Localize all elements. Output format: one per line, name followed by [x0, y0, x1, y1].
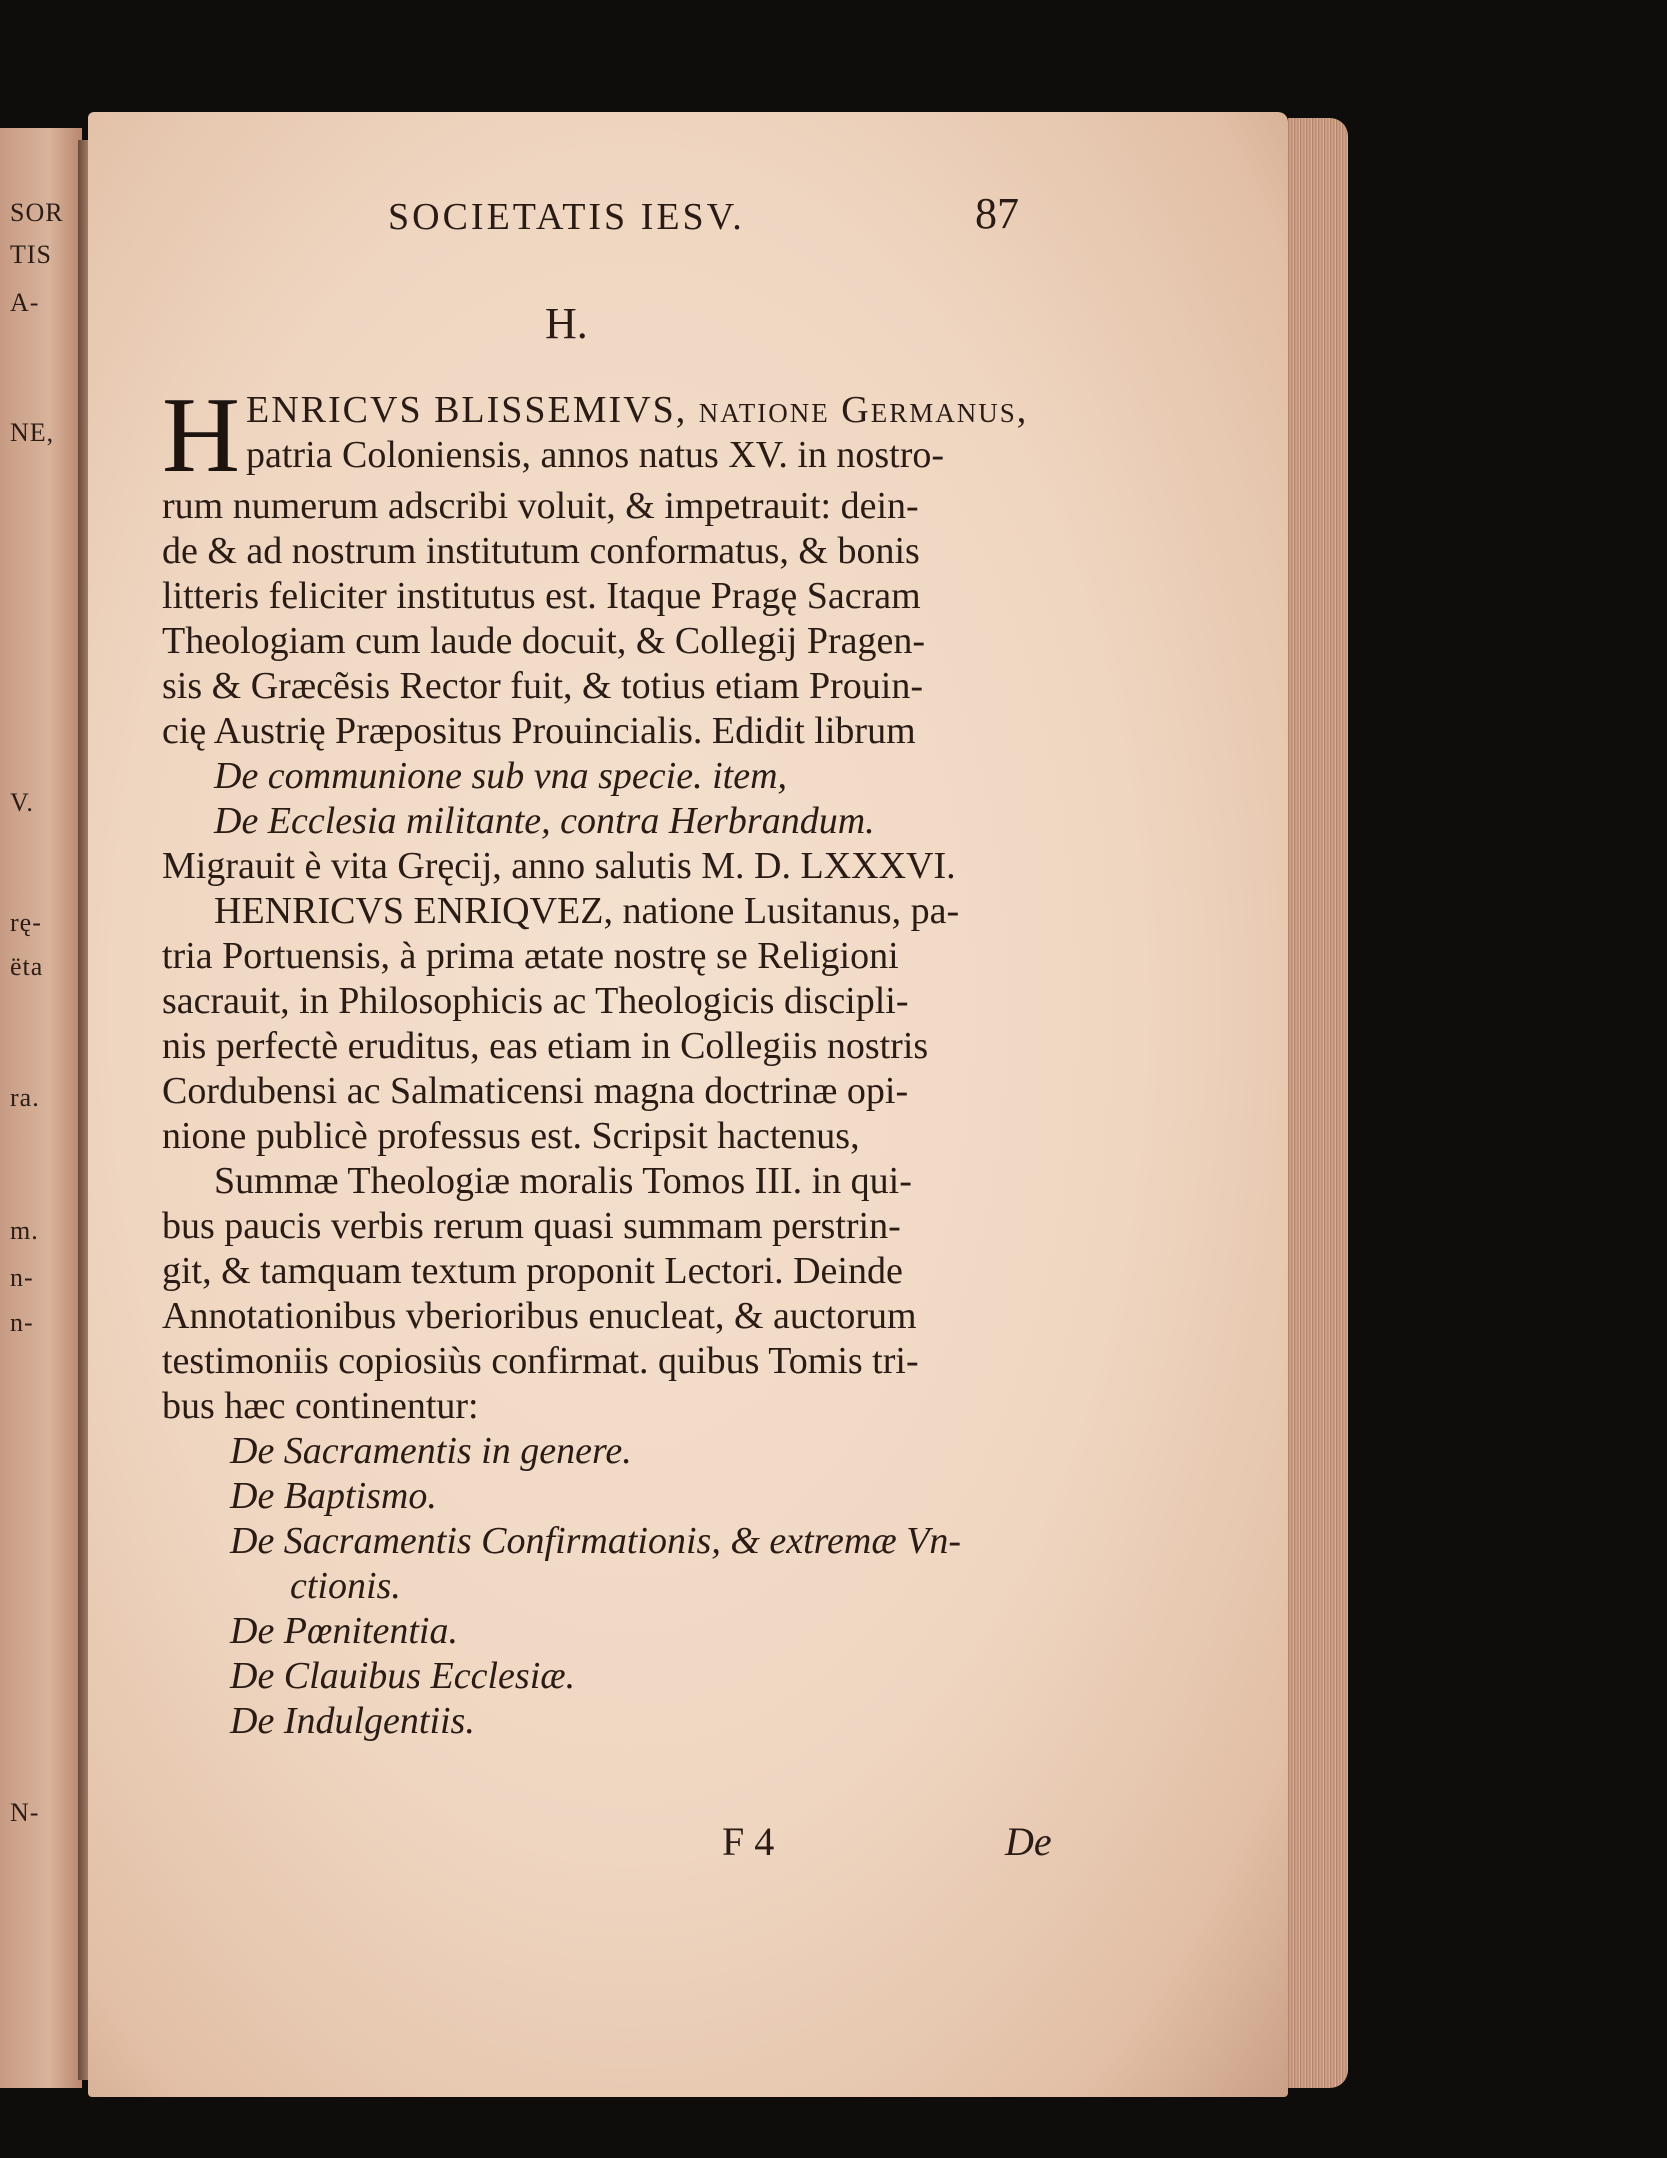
text-line: de & ad nostrum institutum conformatus, & bonis: [162, 530, 920, 572]
drop-capital: H: [162, 376, 240, 495]
left-page-edge: [0, 128, 82, 2088]
book-title-line: De communione sub vna specie. item,: [214, 755, 788, 797]
list-item: De Sacramentis Confirmationis, & extremæ Vn-: [230, 1520, 962, 1562]
list-item: De Baptismo.: [230, 1475, 437, 1517]
text-line: sis & Græcẽsis Rector fuit, & totius etiam Prouin-: [162, 665, 923, 707]
text-line: tria Portuensis, à prima ætate nostrę se Religioni: [162, 935, 899, 977]
left-margin-fragment: n-: [10, 1263, 34, 1292]
text-line: nis perfectè eruditus, eas etiam in Collegiis nostris: [162, 1025, 929, 1067]
text-line: ENRICVS BLISSEMIVS, natione Germanus,: [246, 389, 1029, 431]
text-line: bus paucis verbis rerum quasi summam perstrin-: [162, 1205, 901, 1247]
left-margin-fragment: rę-: [10, 908, 42, 937]
left-margin-fragment: ra.: [10, 1083, 40, 1112]
left-margin-fragment: ëta: [10, 952, 44, 981]
text-line: Cordubensi ac Salmaticensi magna doctrinæ opi-: [162, 1070, 909, 1112]
left-margin-fragment: V.: [10, 788, 34, 817]
list-item: ctionis.: [290, 1565, 401, 1607]
left-margin-fragment: N-: [10, 1798, 40, 1827]
text-line: bus hæc continentur:: [162, 1385, 479, 1427]
signature-mark: F 4: [722, 1819, 775, 1864]
page-number: 87: [975, 189, 1019, 238]
left-margin-fragment: A-: [10, 288, 40, 317]
text-line: patria Coloniensis, annos natus XV. in nostro-: [246, 434, 945, 476]
text-line: sacrauit, in Philosophicis ac Theologicis discipli-: [162, 980, 909, 1022]
text-line: testimoniis copiosiùs confirmat. quibus Tomis tri-: [162, 1340, 919, 1382]
left-margin-fragment: m.: [10, 1216, 39, 1245]
text-line: litteris feliciter institutus est. Itaque Pragę Sacram: [162, 575, 921, 617]
left-margin-fragment: TIS: [10, 240, 52, 269]
list-item: De Indulgentiis.: [230, 1700, 475, 1742]
text-line: Summæ Theologiæ moralis Tomos III. in qui-: [214, 1160, 912, 1202]
section-letter: H.: [545, 299, 588, 348]
text-line: HENRICVS ENRIQVEZ, natione Lusitanus, pa-: [214, 890, 960, 932]
text-line: Theologiam cum laude docuit, & Collegij Pragen-: [162, 620, 925, 662]
text-line: Migrauit è vita Gręcij, anno salutis M. D. LXXXVI.: [162, 845, 956, 887]
text-line: git, & tamquam textum proponit Lectori. Deinde: [162, 1250, 903, 1292]
running-title: SOCIETATIS IESV.: [388, 196, 745, 238]
list-item: De Pœnitentia.: [230, 1610, 458, 1652]
text-line: Annotationibus vberioribus enucleat, & auctorum: [162, 1295, 917, 1337]
body-text: [162, 376, 1052, 1744]
left-margin-fragment: n-: [10, 1308, 34, 1337]
page-fore-edge: [1288, 118, 1348, 2088]
left-margin-fragment: SOR: [10, 198, 64, 227]
text-line: rum numerum adscribi voluit, & impetrauit: dein-: [162, 485, 919, 527]
text-line: nione publicè professus est. Scripsit hactenus,: [162, 1115, 860, 1157]
left-margin-fragment: NE,: [10, 418, 55, 447]
book-title-line: De Ecclesia militante, contra Herbrandum.: [214, 800, 875, 842]
list-item: De Clauibus Ecclesiæ.: [230, 1655, 576, 1697]
text-line: cię Austrię Præpositus Prouincialis. Edidit librum: [162, 710, 916, 752]
list-item: De Sacramentis in genere.: [230, 1430, 632, 1472]
catchword: De: [1005, 1819, 1052, 1864]
